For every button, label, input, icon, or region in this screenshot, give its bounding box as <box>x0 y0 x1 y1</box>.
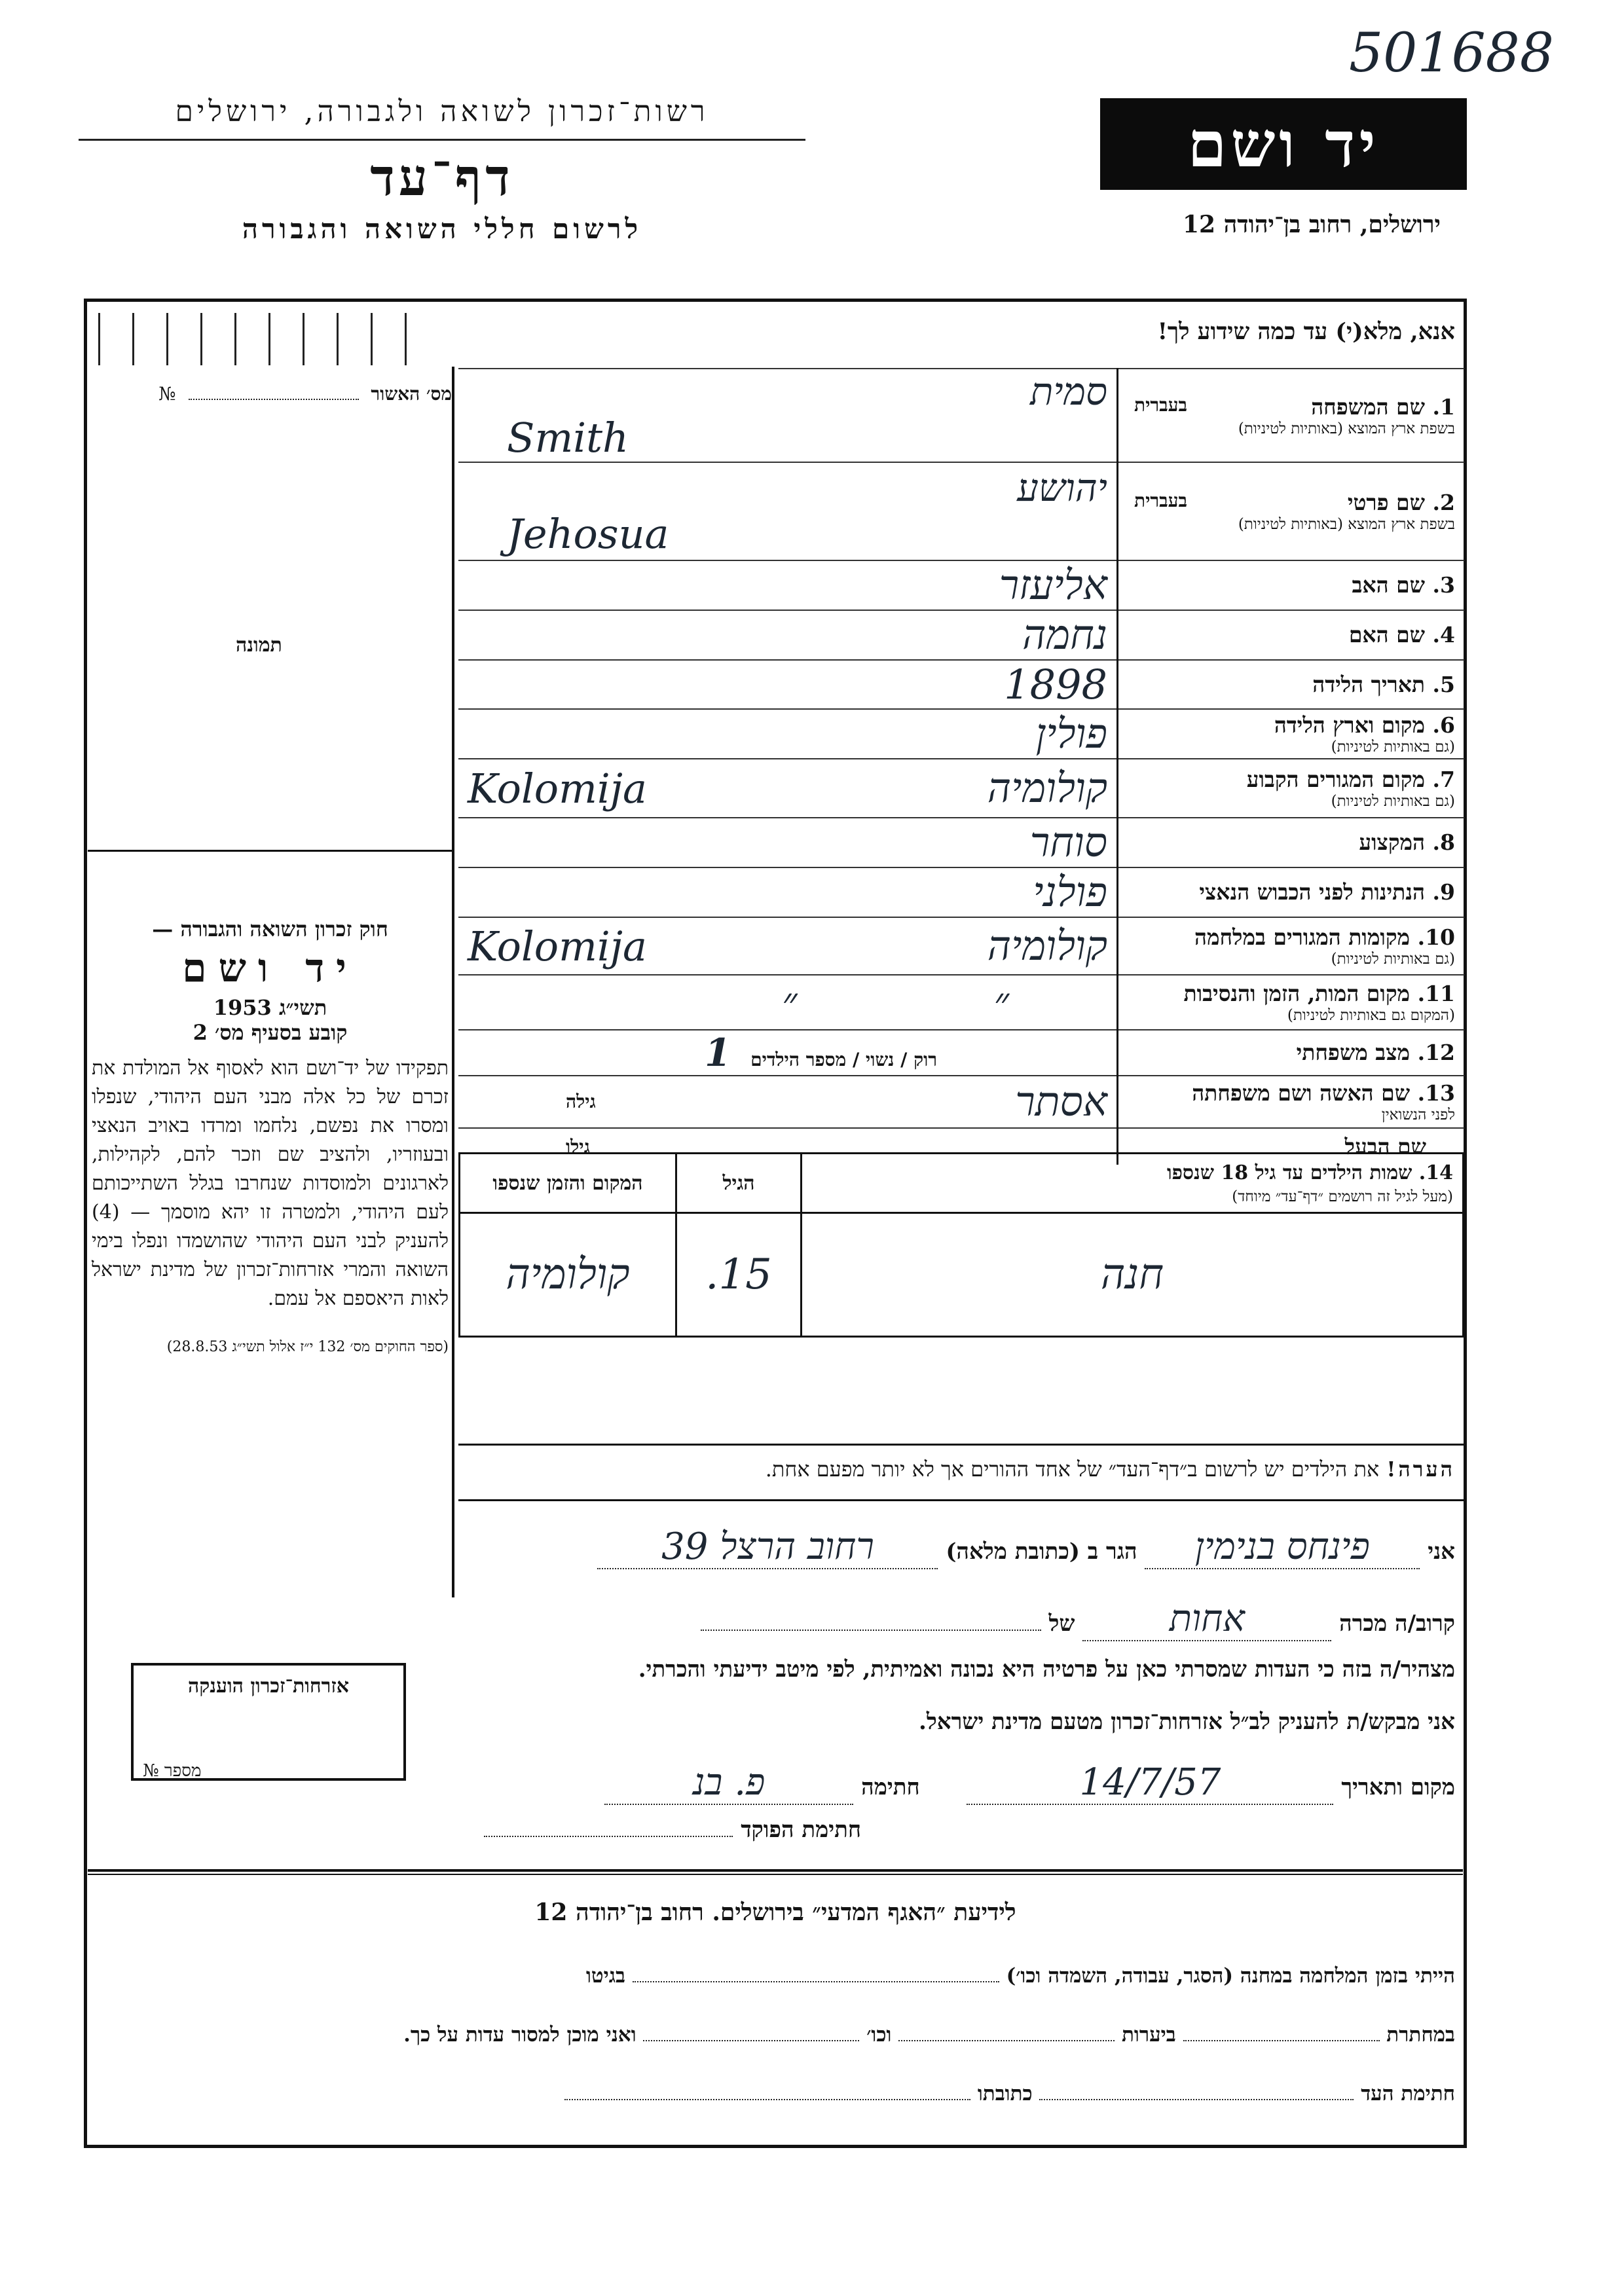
witness-partisans-label: במחתרת <box>1386 2023 1455 2047</box>
citizenship-value[interactable]: פולני <box>1033 868 1107 916</box>
honor-box-title: אזרחות־זכרון הוענקה <box>187 1675 350 1698</box>
field-label: מקום המות, הזמן והנסיבות <box>1183 981 1411 1006</box>
field-sublabel: בשפת ארץ המוצא (באותיות לטיניות) <box>1238 516 1455 533</box>
relation-of-field[interactable] <box>701 1630 1041 1631</box>
affirmation-text: מצהיר/ה בזה כי העדות שמסרתי כאן על פרטיה היא נכונה ואמיתית, לפי מיטב ידיעתי והכרתי. <box>638 1656 1455 1683</box>
husband-label: שם הבעל <box>1344 1133 1426 1159</box>
father-name-value[interactable]: אליעזר <box>999 561 1107 609</box>
honor-number-label: מספר <box>164 1761 202 1781</box>
field-label: שם פרטי <box>1347 490 1426 515</box>
children-table <box>458 1152 1464 1338</box>
child-place-value[interactable]: קולומיה <box>460 1213 676 1337</box>
children-header-number: 14. <box>1418 1161 1453 1184</box>
photo-area-bottom-rule <box>88 850 452 852</box>
officer-label: חתימת הפוקד <box>741 1817 861 1843</box>
witness-ready-text: ואני מוכן למסור עדות על כך. <box>403 2023 637 2047</box>
law-source: (ספר החוקים מס׳ 132 י״ז אלול תשי״ג 28.8.53) <box>166 1339 449 1355</box>
child-name-value[interactable]: חנה <box>802 1213 1464 1337</box>
field-number: 11. <box>1417 981 1455 1006</box>
field-label: תאריך הלידה <box>1312 671 1426 697</box>
law-year: תשי״ג 1953 <box>213 995 327 1020</box>
field-label: מקומות המגורים במלחמה <box>1194 924 1411 950</box>
field-row-birth-place <box>458 709 1464 759</box>
signature-value[interactable]: פ. בנ <box>604 1761 853 1805</box>
archive-number: 501688 <box>1349 22 1555 84</box>
declarant-lives-at-label: הגר ב (כתובת מלאה) <box>946 1539 1137 1565</box>
residence-latin[interactable]: Kolomija <box>468 764 647 812</box>
field-sublabel: (גם באותיות לטיניות) <box>1331 951 1455 968</box>
approval-number <box>111 383 452 405</box>
death-place-hebrew[interactable]: ״ <box>993 978 1009 1026</box>
org-name: רשות־זכרון לשואה ולגבורה, ירושלים <box>175 95 709 128</box>
declarant-line <box>597 1525 1455 1569</box>
law-excerpt <box>92 917 449 1358</box>
relation-value[interactable]: אחות <box>1082 1597 1331 1641</box>
field-sublabel: לפני הנשואין <box>1381 1106 1455 1123</box>
instruction-text: אנא, מלא(י) עד כמה שידוע לך! <box>1157 318 1455 345</box>
children-count-value[interactable]: 1 <box>705 1030 731 1075</box>
witness-divider <box>88 1869 1463 1872</box>
field-label: המקצוע <box>1359 829 1426 855</box>
child-age-value[interactable]: 15. <box>676 1213 802 1337</box>
birth-date-value[interactable]: 1898 <box>1004 661 1107 708</box>
witness-camp-text: הייתי בזמן המלחמה במחנה (הסגר, עבודה, השמדה וכו׳) <box>1006 1964 1455 1988</box>
children-header-sub: (מעל לגיל זה רושמים ״דף־עד״ מיוחד) <box>1232 1188 1453 1205</box>
field-row-death-place <box>458 975 1464 1030</box>
declarant-i: אני <box>1428 1539 1455 1565</box>
place-date-line <box>604 1761 1455 1805</box>
relation-line <box>701 1597 1455 1641</box>
mother-name-value[interactable]: נחמה <box>1022 611 1107 659</box>
witness-sig-label: חתימת העד <box>1361 2082 1455 2105</box>
field-label: מקום וארץ הלידה <box>1274 712 1426 738</box>
note-label: הערה! <box>1386 1457 1455 1482</box>
witness-forests-label: ביערות <box>1122 2023 1176 2047</box>
witness-addr-field[interactable] <box>564 2099 970 2100</box>
honor-box-number <box>143 1761 201 1781</box>
request-text: אני מבקש/ת להעניק לב״ל אזרחות־זכרון מטעם מדינת ישראל. <box>919 1709 1455 1735</box>
witness-ghetto-label: בגיטו <box>586 1964 625 1988</box>
witness-etc-label: וכו׳ <box>866 2023 892 2047</box>
field-number: 10. <box>1417 924 1455 950</box>
field-label: שם האם <box>1348 622 1426 647</box>
field-row-citizenship <box>458 867 1464 917</box>
field-label: שם האשה ושם משפחתה <box>1192 1080 1411 1106</box>
personal-details-table <box>458 368 1464 1165</box>
field-row-mother-name <box>458 610 1464 660</box>
approval-field[interactable] <box>189 399 359 400</box>
honor-no-sign: № <box>143 1761 159 1781</box>
children-header-names: שמות הילדים עד גיל 18 שנספו <box>1166 1161 1412 1184</box>
field-number: 13. <box>1417 1080 1455 1106</box>
field-label: מקום המגורים הקבוע <box>1246 767 1426 792</box>
children-row <box>460 1213 1464 1337</box>
declarant-name-value[interactable]: פינחס בנימין <box>1145 1525 1420 1569</box>
field-sublabel: (גם באותיות לטיניות) <box>1331 738 1455 756</box>
witness-addr-label: כתובתו <box>977 2082 1033 2105</box>
officer-signature-field[interactable] <box>484 1836 733 1837</box>
hebrew-tag: בעברית <box>1134 393 1188 416</box>
header-divider <box>79 139 805 141</box>
birth-place-value[interactable]: פולין <box>1035 710 1107 757</box>
field-sublabel: (גם באותיות לטיניות) <box>1331 793 1455 810</box>
note-divider <box>458 1444 1464 1446</box>
field-number: 7. <box>1432 767 1455 792</box>
first-name-latin[interactable]: Jehosua <box>507 509 669 558</box>
relation-of: של <box>1048 1611 1075 1637</box>
field-label: שם האב <box>1352 572 1426 598</box>
form-subtitle: לרשום חללי השואה והגבורה <box>242 213 642 245</box>
law-body: תפקידו של יד־ושם הוא לאסוף אל המולדת את זכרם של כל אלה מבני העם היהודי, שנפלו ומסרו את נפשם, נלחמו ומרדו באויב הנאצי ובעוזריו, ולהציב שם וזכר להם, לקהילות, לארגונים ולמוסדות שנחרבו בגלל השתייכותם לעם היהודי, ולמטרה זו יהא מוסמך — (4) להעניק לבני העם היהודי שהושמדו ונפלו בימי השואה והמרי אזרחות־זכרון של מדינת ישראל לאות היאספם אל עמם. <box>92 1057 449 1310</box>
witness-forests-field[interactable] <box>898 2040 1115 2041</box>
note <box>766 1457 1455 1482</box>
field-row-father-name <box>458 560 1464 610</box>
wife-name-value[interactable]: אסתר <box>1015 1078 1107 1125</box>
field-label: שם המשפחה <box>1311 393 1426 420</box>
family-name-hebrew[interactable]: סמית <box>1030 369 1107 414</box>
field-sublabel: בשפת ארץ המוצא (באותיות לטיניות) <box>1238 420 1455 437</box>
field-row-family-name <box>458 369 1464 462</box>
officer-line <box>484 1817 861 1843</box>
wartime-residence-hebrew[interactable]: קולומיה <box>987 922 1107 970</box>
field-number: 12. <box>1417 1040 1455 1065</box>
approval-label: מס׳ האשור <box>371 383 452 405</box>
wartime-residence-latin[interactable]: Kolomija <box>468 922 647 970</box>
witness-etc-field[interactable] <box>643 2040 859 2041</box>
field-row-birth-date <box>458 660 1464 709</box>
yad-vashem-logo: יד ושם <box>1100 98 1467 190</box>
field-number: 2. <box>1432 490 1455 515</box>
husband-age-label: גילו <box>566 1135 590 1157</box>
code-cells <box>98 313 439 365</box>
field-row-permanent-residence <box>458 759 1464 818</box>
place-date-label: מקום ותאריך <box>1341 1774 1455 1800</box>
family-name-latin[interactable]: Smith <box>507 414 629 462</box>
children-header-row <box>460 1154 1464 1213</box>
field-number: 5. <box>1432 671 1455 697</box>
first-name-hebrew[interactable]: יהושע <box>1017 465 1107 510</box>
field-row-marital-status <box>458 1030 1464 1076</box>
photo-label: תמונה <box>236 634 282 657</box>
residence-hebrew[interactable]: קולומיה <box>987 764 1107 812</box>
law-section: קובע בסעיף מס׳ 2 <box>193 1020 348 1045</box>
approval-no-sign: № <box>158 383 176 405</box>
witness-camp-line <box>586 1964 1455 1988</box>
form-title: דף־עד <box>370 148 514 208</box>
death-place-latin[interactable]: ״ <box>782 978 798 1026</box>
note-divider-bottom <box>458 1499 1464 1501</box>
field-row-wartime-residence <box>458 917 1464 975</box>
field-label: מצב משפחתי <box>1296 1040 1411 1065</box>
wife-age-label: גילה <box>566 1091 596 1112</box>
left-column-divider <box>452 367 454 1597</box>
law-brand: יד ושם <box>182 945 358 991</box>
witness-camp-field[interactable] <box>633 1981 999 1982</box>
field-number: 9. <box>1432 879 1455 905</box>
field-number: 1. <box>1432 393 1455 420</box>
org-address: ירושלים, רחוב בן־יהודה 12 <box>1182 211 1441 238</box>
field-number: 4. <box>1432 622 1455 647</box>
witness-partisans-line <box>403 2023 1455 2047</box>
field-row-profession <box>458 818 1464 867</box>
field-number: 6. <box>1432 712 1455 738</box>
signature-label: חתימה <box>861 1774 920 1800</box>
witness-sig-line <box>564 2082 1455 2105</box>
witness-partisans-field[interactable] <box>1183 2040 1380 2041</box>
relation-label: קרוב/ה מכרה <box>1339 1611 1455 1637</box>
field-row-first-name <box>458 462 1464 560</box>
field-sublabel: (המקום גם באותיות לטיניות) <box>1287 1007 1455 1024</box>
witness-title: לידיעת ״האגף המדעי״ בירושלים. רחוב בן־יהודה 12 <box>534 1899 1016 1926</box>
witness-divider-secondary <box>88 1874 1463 1875</box>
declarant-address-value[interactable]: רחוב הרצל 39 <box>597 1525 938 1569</box>
date-value[interactable]: 14/7/57 <box>967 1761 1333 1805</box>
field-number: 3. <box>1432 572 1455 598</box>
field-number: 8. <box>1432 829 1455 855</box>
note-text: את הילדים יש לרשום ב״דף־העד״ של אחד ההורים אך לא יותר מפעם אחת. <box>765 1457 1380 1482</box>
children-header-age: הגיל <box>676 1154 802 1213</box>
profession-value[interactable]: סוחר <box>1029 818 1107 866</box>
field-row-wife-name <box>458 1076 1464 1128</box>
hebrew-tag: בעברית <box>1134 490 1188 511</box>
witness-sig-field[interactable] <box>1039 2099 1354 2100</box>
field-label: הנתינות לפני הכבוש הנאצי <box>1199 879 1426 905</box>
marital-options: רוק / נשוי / מספר הילדים <box>750 1049 937 1070</box>
law-title: חוק זכרון השואה והגבורה — <box>152 917 388 941</box>
children-header-place: המקום והזמן שנספו <box>460 1154 676 1213</box>
